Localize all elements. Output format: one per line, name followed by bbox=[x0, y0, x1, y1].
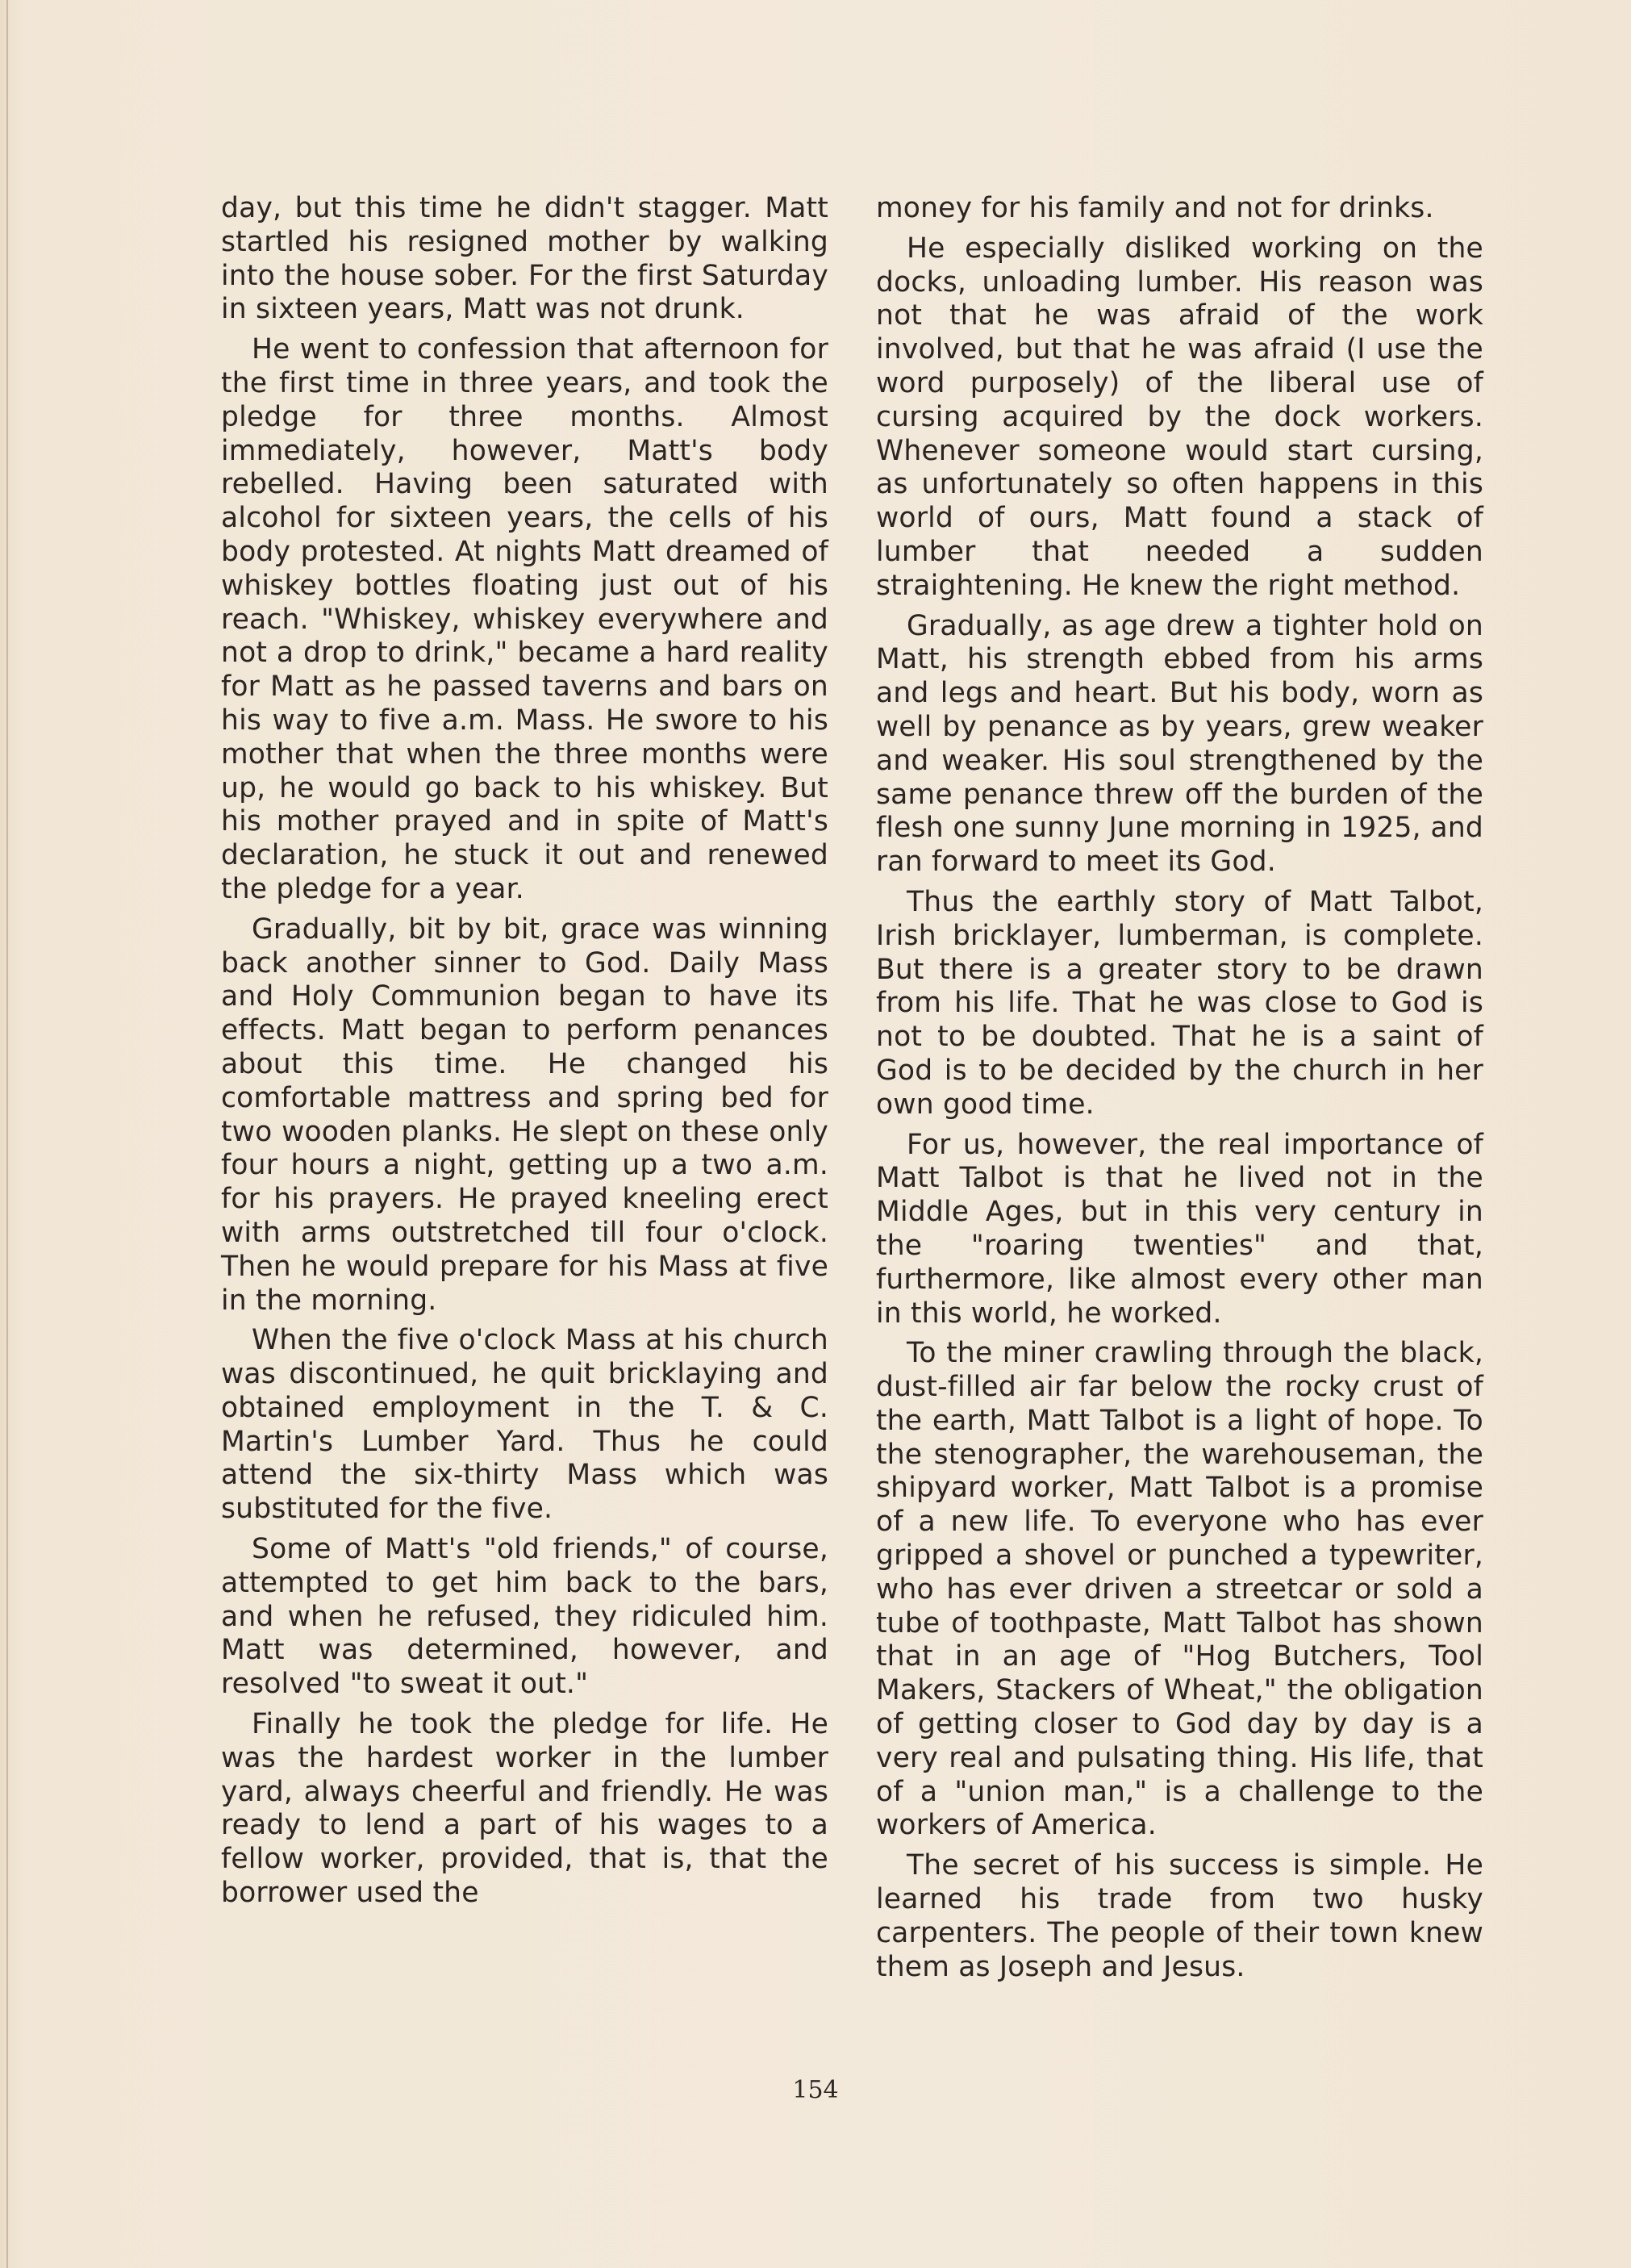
paragraph: For us, however, the real importance of Matt Talbot is that he lived not in the Middle Ages, but in this very century in the "roaring twenties" and that, furthermore, like almost every other man in this world, he worked. bbox=[876, 1128, 1483, 1330]
right-column bbox=[876, 192, 1483, 1990]
left-column bbox=[221, 192, 828, 1917]
paragraph: He went to confession that afternoon for the first time in three years, and took the pledge for three months. Almost immediately, however, Matt's body rebelled. Having been saturated with alcohol for sixteen years, the cells of his body protested. At nights Matt dreamed of whiskey bottles floating just out of his reach. "Whiskey, whiskey everywhere and not a drop to drink," became a hard reality for Matt as he passed taverns and bars on his way to five a.m. Mass. He swore to his mother that when the three months were up, he would go back to his whiskey. But his mother prayed and in spite of Matt's declaration, he stuck it out and renewed the pledge for a year. bbox=[221, 333, 828, 905]
binding-edge bbox=[6, 0, 8, 2268]
paragraph: Gradually, bit by bit, grace was winning back another sinner to God. Daily Mass and Holy Communion began to have its effects. Matt began to perform penances about this time. He changed his comfortable mattress and spring bed for two wooden planks. He slept on these only four hours a night, getting up a two a.m. for his prayers. He prayed kneeling erect with arms outstretched till four o'clock. Then he would prepare for his Mass at five in the morning. bbox=[221, 913, 828, 1317]
paragraph: Finally he took the pledge for life. He was the hardest worker in the lumber yard, always cheerful and friendly. He was ready to lend a part of his wages to a fellow worker, provided, that is, that the borrower used the bbox=[221, 1708, 828, 1910]
paragraph: money for his family and not for drinks. bbox=[876, 192, 1434, 224]
paragraph: Gradually, as age drew a tighter hold on Matt, his strength ebbed from his arms and legs and heart. But his body, worn as well by penance as by years, grew weaker and weaker. His soul strengthened by the same penance threw off the burden of the flesh one sunny June morning in 1925, and ran forward to meet its God. bbox=[876, 609, 1483, 879]
page-number: 154 bbox=[792, 2076, 839, 2104]
paragraph: Thus the earthly story of Matt Talbot, Irish bricklayer, lumberman, is complete. But there is a greater story to be drawn from his life. That he was close to God is not to be doubted. That he is a saint of God is to be decided by the church in her own good time. bbox=[876, 885, 1483, 1121]
paragraph: Some of Matt's "old friends," of course, attempted to get him back to the bars, and when he refused, they ridiculed him. Matt was determined, however, and resolved "to sweat it out." bbox=[221, 1533, 828, 1701]
paragraph: To the miner crawling through the black, dust-filled air far below the rocky crust of the earth, Matt Talbot is a light of hope. To the stenographer, the warehouseman, the shipyard worker, Matt Talbot is a promise of a new life. To everyone who has ever gripped a shovel or punched a typewriter, who has ever driven a streetcar or sold a tube of toothpaste, Matt Talbot has shown that in an age of "Hog Butchers, Tool Makers, Stackers of Wheat," the obligation of getting closer to God day by day is a very real and pulsating thing. His life, that of a "union man," is a challenge to the workers of America. bbox=[876, 1337, 1483, 1842]
paragraph: day, but this time he didn't stagger. Matt startled his resigned mother by walking into the house sober. For the first Saturday in sixteen years, Matt was not drunk. bbox=[221, 192, 828, 326]
paragraph: When the five o'clock Mass at his church was discontinued, he quit bricklaying and obtained employment in the T. & C. Martin's Lumber Yard. Thus he could attend the six-thirty Mass which was substituted for the five. bbox=[221, 1324, 828, 1526]
paragraph: He especially disliked working on the docks, unloading lumber. His reason was not that he was afraid of the work involved, but that he was afraid (I use the word purposely) of the liberal use of cursing acquired by the dock workers. Whenever someone would start cursing, as unfortunately so often happens in this world of ours, Matt found a stack of lumber that needed a sudden straightening. He knew the right method. bbox=[876, 232, 1483, 602]
paragraph: The secret of his success is simple. He learned his trade from two husky carpenters. The people of their town knew them as Joseph and Jesus. bbox=[876, 1849, 1483, 1983]
